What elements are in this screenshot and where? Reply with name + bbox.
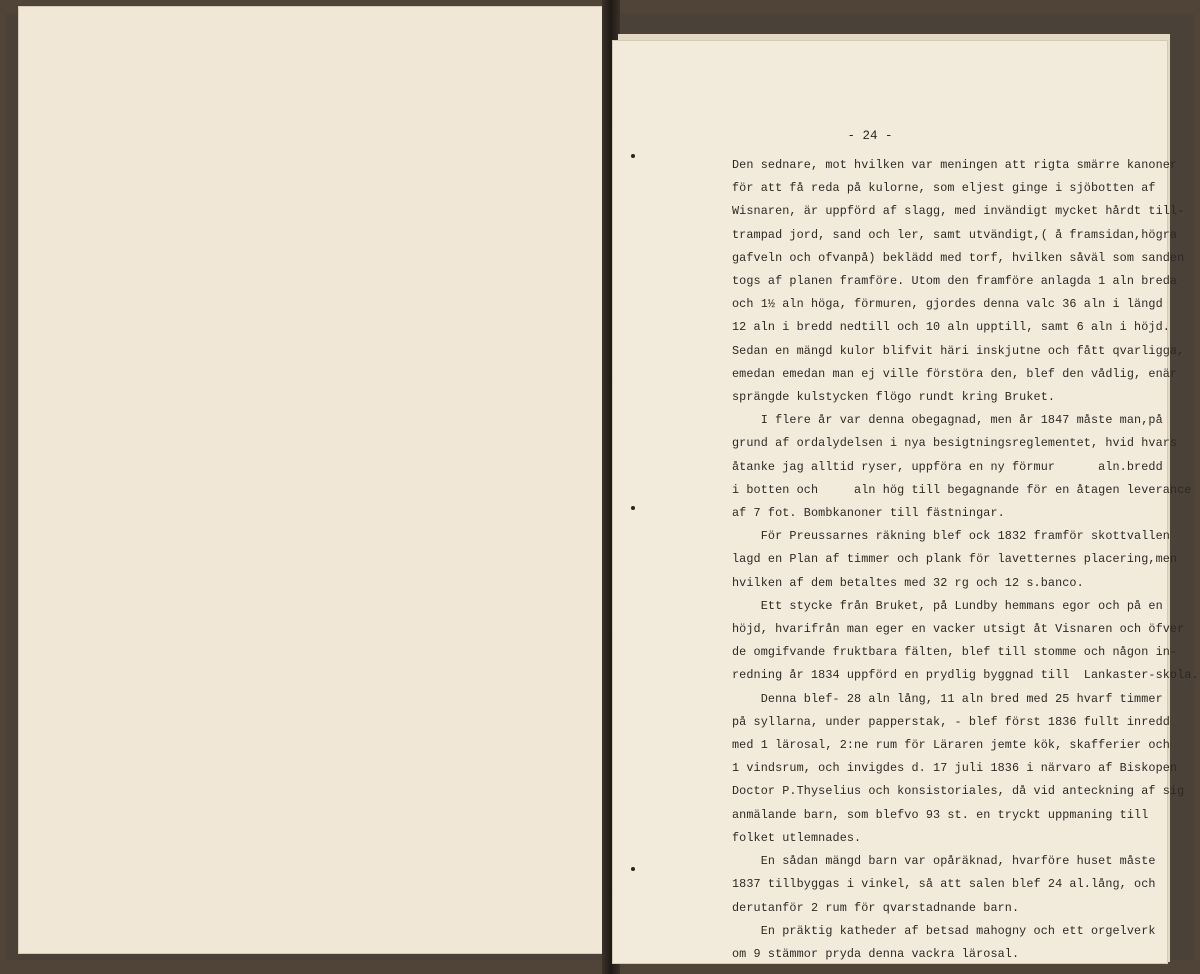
left-page-stack: [18, 6, 618, 961]
text-line: 12 aln i bredd nedtill och 10 aln upptill, samt 6 aln i höjd.: [732, 320, 1170, 335]
text-line: togs af planen framföre. Utom den framföre anlagda 1 aln breda: [732, 274, 1178, 289]
right-page: [612, 40, 1199, 964]
text-line: Ett stycke från Bruket, på Lundby hemmans egor och på en: [732, 598, 1163, 613]
text-line: För Preussarnes räkning blef ock 1832 framför skottvallen: [732, 529, 1170, 544]
text-line: En sådan mängd barn var opåräknad, hvarföre huset måste: [732, 854, 1156, 869]
text-line: af 7 fot. Bombkanoner till fästningar.: [732, 506, 1005, 521]
text-line: trampad jord, sand och ler, samt utvändigt,( å framsidan,högra: [732, 227, 1178, 242]
text-line: Denna blef- 28 aln lång, 11 aln bred med 25 hvarf timmer: [732, 691, 1163, 706]
text-line: Wisnaren, är uppförd af slagg, med invändigt mycket hårdt till-: [732, 204, 1185, 219]
text-line: för att få reda på kulorne, som eljest ginge i sjöbotten af: [732, 181, 1156, 196]
page-number: - 24 -: [847, 129, 893, 143]
text-line: En präktig katheder af betsad mahogny och ett orgelverk: [732, 923, 1156, 938]
text-line: redning år 1834 uppförd en prydlig byggnad till Lankaster-skola.: [732, 668, 1199, 683]
text-line: Doctor P.Thyselius och konsistoriales, då vid anteckning af sig: [732, 784, 1185, 799]
text-line: 1 vindsrum, och invigdes d. 17 juli 1836 i närvaro af Biskopen: [732, 761, 1178, 776]
text-line: Sedan en mängd kulor blifvit häri inskjutne och fått qvarligga,: [732, 343, 1185, 358]
text-line: grund af ordalydelsen i nya besigtningsreglementet, hvid hvars: [732, 436, 1178, 451]
text-line: åtanke jag alltid ryser, uppföra en ny förmur aln.bredd: [732, 459, 1163, 474]
punch-hole: [631, 506, 635, 510]
punch-hole: [631, 154, 635, 158]
text-line: anmälande barn, som blefvo 93 st. en tryckt uppmaning till: [732, 807, 1149, 822]
text-line: folket utlemnades.: [732, 830, 862, 845]
text-line: sprängde kulstycken flögo rundt kring Bruket.: [732, 390, 1056, 405]
text-line: med 1 lärosal, 2:ne rum för Läraren jemte kök, skafferier och: [732, 738, 1170, 753]
text-line: på syllarna, under papperstak, - blef först 1836 fullt inredd: [732, 714, 1170, 729]
right-page-stack: [612, 38, 1199, 966]
page-body-text: [732, 154, 1199, 966]
text-line: derutanför 2 rum för qvarstadnande barn.: [732, 900, 1020, 915]
text-line: de omgifvande fruktbara fälten, blef till stomme och någon in-: [732, 645, 1178, 660]
text-line: 1837 tillbyggas i vinkel, så att salen blef 24 al.lång, och: [732, 877, 1156, 892]
text-line: och 1½ aln höga, förmuren, gjordes denna valc 36 aln i längd: [732, 297, 1163, 312]
text-line: om 9 stämmor pryda denna vackra lärosal.: [732, 946, 1020, 961]
text-line: lagd en Plan af timmer och plank för lavetternes placering,men: [732, 552, 1178, 567]
punch-hole: [631, 867, 635, 871]
text-line: hvilken af dem betaltes med 32 rg och 12 s.banco.: [732, 575, 1084, 590]
text-line: Den sednare, mot hvilken var meningen att rigta smärre kanoner: [732, 158, 1178, 172]
left-page: [18, 6, 608, 954]
text-line: emedan emedan man ej ville förstöra den, blef den vådlig, enär: [732, 366, 1178, 381]
text-line: I flere år var denna obegagnad, men år 1847 måste man,på: [732, 413, 1163, 428]
text-line: i botten och aln hög till begagnande för en åtagen leverance: [732, 482, 1192, 497]
text-line: gafveln och ofvanpå) beklädd med torf, hvilken såväl som sanden: [732, 250, 1185, 265]
text-line: höjd, hvarifrån man eger en vacker utsigt åt Visnaren och öfver: [732, 622, 1185, 637]
